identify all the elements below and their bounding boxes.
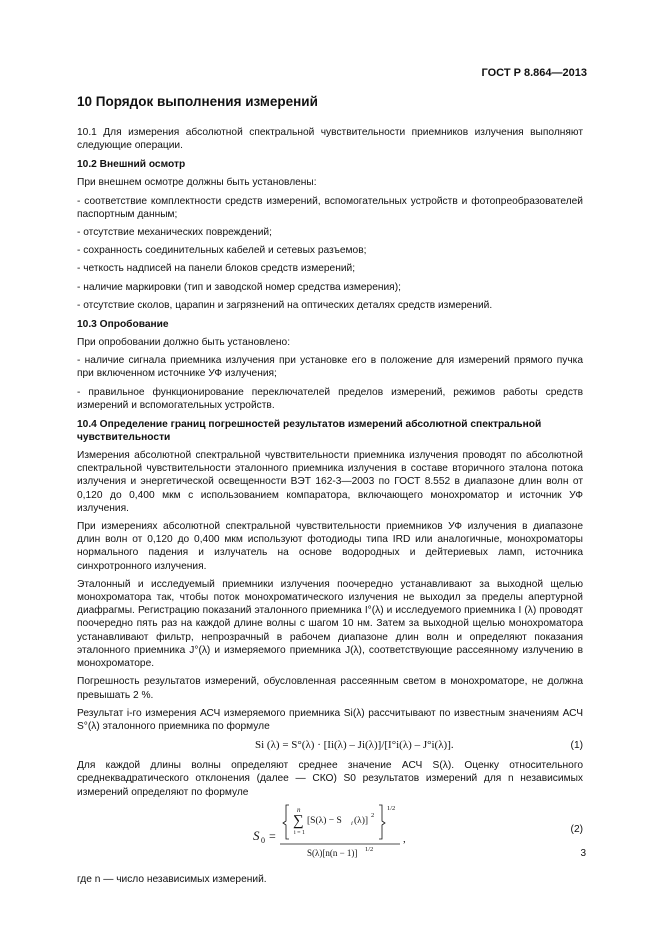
paragraph: Измерения абсолютной спектральной чувствительности приемника излучения проводят по абсолютной спектральной чувствительности эталонного приемника излучения в составе вторичного эталона потока излучения и энергетической освещенности ВЭТ 162-3—2003 по ГОСТ 8.552 в диапазоне длин волн от 0,120 до 0,400 мкм с использованием компаратора, включающего монохроматор и источник УФ излучения. xyxy=(77,450,583,514)
paragraph: Для каждой длины волны определяют среднее значение АСЧ S(λ). Оценку относительного среднеквадратического отклонения (далее — СКО) S0 результатов измерений для n независимых измерений определяют по формуле xyxy=(77,760,583,798)
subsection-10-2-intro: При внешнем осмотре должны быть установлены: xyxy=(77,177,317,189)
svg-text:(λ)]: (λ)] xyxy=(354,815,369,826)
list-item: - четкость надписей на панели блоков средств измерений; xyxy=(77,263,356,275)
standard-designation: ГОСТ Р 8.864—2013 xyxy=(481,67,587,79)
list-item: - наличие сигнала приемника излучения при установке его в положение для измерений прямого пучка при включенном источнике УФ излучения; xyxy=(77,355,583,380)
formula-2 xyxy=(77,801,583,867)
svg-text:S(λ)[n(n − 1)]: S(λ)[n(n − 1)] xyxy=(307,847,358,858)
formula-2-graphic xyxy=(77,801,547,867)
subsection-10-4-title: 10.4 Определение границ погрешностей результатов измерений абсолютной спектральной чувствительности xyxy=(77,419,542,444)
svg-text:n: n xyxy=(297,805,301,814)
svg-text:=: = xyxy=(269,828,276,843)
paragraph: где n — число независимых измерений. xyxy=(77,873,267,885)
svg-text:i: i xyxy=(351,819,353,827)
svg-text:,: , xyxy=(403,832,406,845)
svg-text:2: 2 xyxy=(371,811,375,819)
svg-text:0: 0 xyxy=(261,835,265,845)
list-item: - соответствие комплектности средств измерений, вспомогательных устройств и фотопреобразователей паспортным данным; xyxy=(77,195,583,220)
svg-text:S: S xyxy=(253,827,260,843)
svg-text:1/2: 1/2 xyxy=(387,804,396,812)
formula-1-expression: Si (λ) = S°(λ) · [Ii(λ) – Ji(λ)]/[I°i(λ) – J°i(λ)]. xyxy=(255,739,454,752)
paragraph: При измерениях абсолютной спектральной чувствительности приемников УФ излучения в диапазоне длин волн от 0,120 до 0,400 мкм используют фотодиоды типа IRD или аналогичные, монохроматоры нормального падения и излучатель на основе водородных и дейтериевых ламп, источника синхротронного излучения. xyxy=(77,521,583,572)
list-item: - сохранность соединительных кабелей и сетевых разъемов; xyxy=(77,245,367,257)
list-item: - правильное функционирование переключателей пределов измерений, режимов работы средств измерений и вспомогательных устройств. xyxy=(77,386,583,411)
testing-list xyxy=(77,354,583,412)
formula-2-number: (2) xyxy=(570,823,583,835)
section-title: 10 Порядок выполнения измерений xyxy=(77,94,318,109)
svg-text:∑: ∑ xyxy=(293,812,304,829)
formula-1-number: (1) xyxy=(570,740,583,752)
subsection-10-2-title: 10.2 Внешний осмотр xyxy=(77,159,186,171)
svg-text:1/2: 1/2 xyxy=(365,845,374,853)
list-item: - отсутствие сколов, царапин и загрязнений на оптических деталях средств измерений. xyxy=(77,299,493,311)
svg-text:i = 1: i = 1 xyxy=(294,829,306,836)
page-content xyxy=(77,94,583,886)
formula-1 xyxy=(77,737,583,755)
list-item: - отсутствие механических повреждений; xyxy=(77,227,272,239)
paragraph: Погрешность результатов измерений, обусловленная рассеянным светом в монохроматоре, не должна превышать 2 %. xyxy=(77,676,583,701)
svg-text:[S(λ) − S: [S(λ) − S xyxy=(307,815,342,826)
paragraph: Эталонный и исследуемый приемники излучения поочередно устанавливают за выходной щелью монохроматора так, чтобы поток монохроматического излучения не выходил за пределы апертурной диафрагмы. Регистрацию показаний эталонного приемника I°(λ) и исследуемого приемника I (λ) проводят поочередно пять раз на каждой длине волны с шагом 10 нм. Затем за выходной щелью монохроматора устанавливают фильтр, непрозрачный в рабочем диапазоне длин волн и определяют показания эталонного приемника J°(λ) и измеряемого приемника J(λ), соответствующие рассеянному излучению в монохроматоре. xyxy=(77,578,583,670)
page-number: 3 xyxy=(580,848,586,859)
paragraph-10-1: 10.1 Для измерения абсолютной спектральной чувствительности приемников излучения выполняют следующие операции. xyxy=(77,127,583,152)
inspection-list xyxy=(77,195,583,312)
list-item: - наличие маркировки (тип и заводской номер средства измерения); xyxy=(77,281,401,293)
subsection-10-3-intro: При опробовании должно быть установлено: xyxy=(77,337,291,349)
subsection-10-3-title: 10.3 Опробование xyxy=(77,319,169,331)
paragraph: Результат i-го измерения АСЧ измеряемого приемника Si(λ) рассчитывают по известным значениям АСЧ S°(λ) эталонного приемника по формуле xyxy=(77,707,583,732)
